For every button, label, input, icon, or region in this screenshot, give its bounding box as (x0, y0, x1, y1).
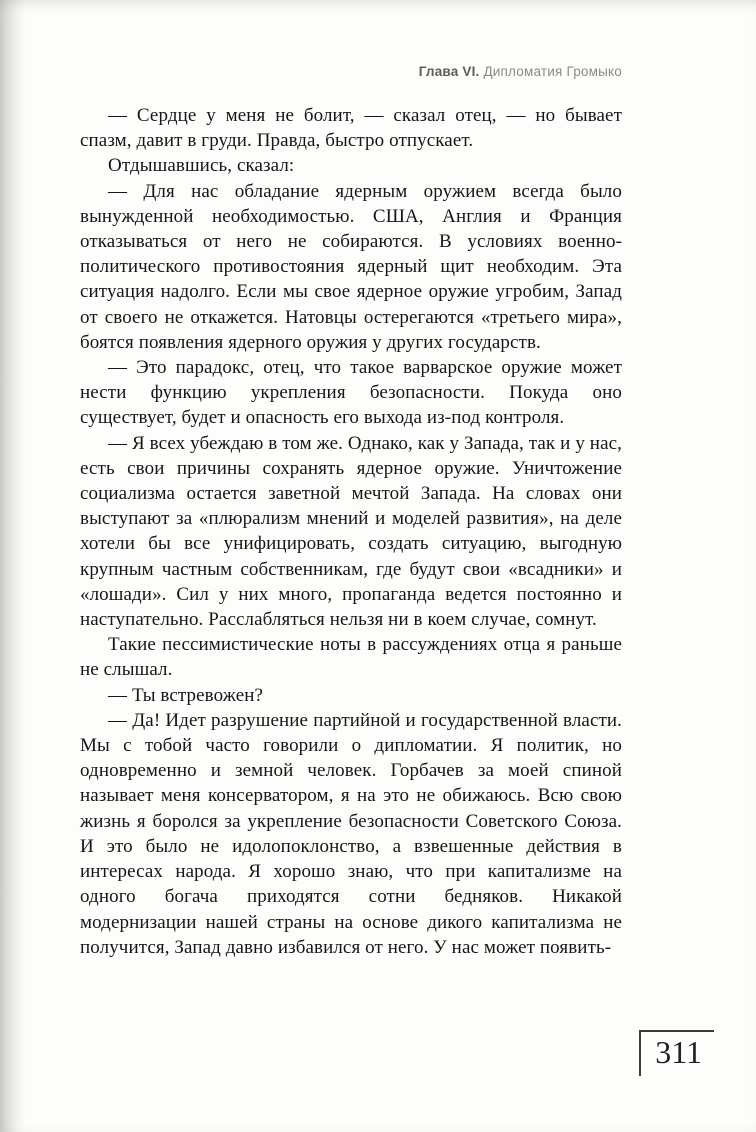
scan-shadow (0, 0, 26, 1132)
paragraph: — Для нас обладание ядерным оружием всегда было вынужденной необходимостью. США, Англия и Франция отказываться от него не собираются. В условиях военно-политического противостояния ядерный щит необходим. Эта ситуация надолго. Если мы свое ядерное оружие угробим, Запад от своего не откажется. Натовцы остерегаются «третьего мира», боятся появления ядерного оружия у других государств. (80, 180, 622, 353)
chapter-title: Дипломатия Громыко (479, 64, 622, 79)
page-text (80, 103, 622, 960)
paragraph: — Сердце у меня не болит, — сказал отец, — но бывает спазм, давит в груди. Правда, быстро отпускает. (80, 105, 622, 152)
paragraph: — Да! Идет разрушение партийной и государственной власти. Мы с тобой часто говорили о дипломатии. Я политик, но одновременно и земной человек. Горбачев за моей спиной называет меня консерватором, я на это не обижаюсь. Всю свою жизнь я боролся за укрепление безопасности Советского Союза. И это было не идолопоклонство, а взвешенные действия в интересах народа. Я хорошо знаю, что при капитализме на одного богача приходятся сотни бедняков. Никакой модернизации нашей страны на основе дикого капитализма не получится, Запад давно избавился от него. У нас может появить- (80, 709, 622, 958)
page-number: 311 (639, 1030, 714, 1076)
paragraph: — Ты встревожен? (108, 684, 264, 706)
paragraph: — Это парадокс, отец, что такое варварское оружие может нести функцию укрепления безопасности. Покуда оно существует, будет и опасность его выхода из-под контроля. (80, 357, 622, 429)
paragraph: Отдышавшись, сказал: (108, 155, 295, 177)
paragraph: — Я всех убеждаю в том же. Однако, как у Запада, так и у нас, есть свои причины сохранять ядерное оружие. Уничтожение социализма остается заветной мечтой Запада. На словах они выступают за «плюрализм мнений и моделей развития», на деле хотели бы все унифицировать, создать ситуацию, выгодную крупным частным собственникам, где будут свои «всадники» и «лошади». Сил у них много, пропаганда ведется постоянно и наступательно. Расслабляться нельзя ни в коем случае, сомнут. (80, 432, 622, 631)
chapter-label: Глава VI. (418, 64, 480, 79)
paragraph: Такие пессимистические ноты в рассуждениях отца я раньше не слышал. (80, 634, 622, 681)
running-header (419, 64, 622, 79)
